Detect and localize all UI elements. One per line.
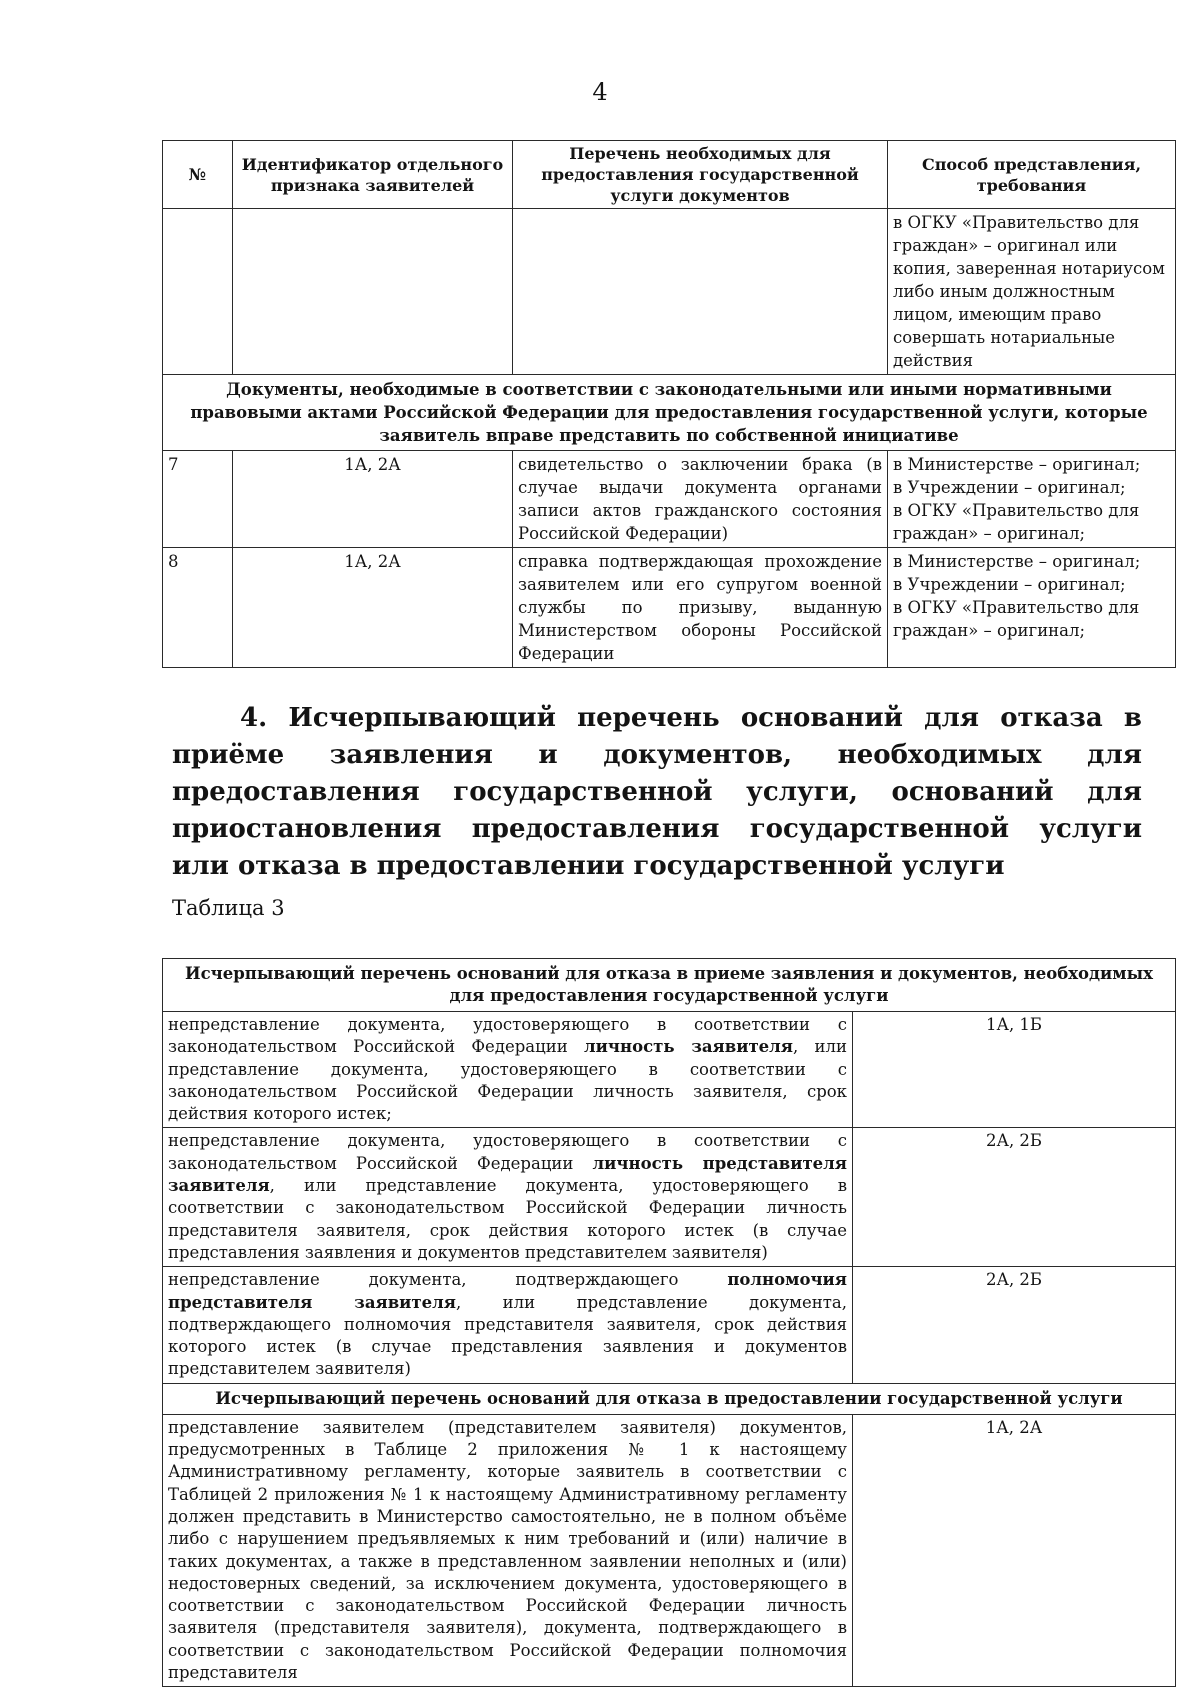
documents-table (162, 140, 1176, 668)
cell-identifier: 1А, 2А (233, 548, 513, 668)
method-line: в ОГКУ «Правительство для граждан» – оригинал; (893, 501, 1140, 543)
section-title: Документы, необходимые в соответствии с законодательными или иными нормативными правовыми актами Российской Федерации для предоставления государственной услуги, которые заявитель вправе представить по собственной инициативе (163, 375, 1176, 451)
header-identifier: Идентификатор отдельного признака заявителей (233, 141, 513, 209)
cell-document: справка подтверждающая прохождение заявителем или его супругом военной службы по призыву, выданную Министерством обороны Российской Федерации (513, 548, 888, 668)
ground-text: представление заявителем (представителем заявителя) документов, предусмотренных в Таблице 2 приложения № 1 к настоящему Административному регламенту, которые заявитель в соответствии с Таблицей 2 приложения № 1 к настоящему Административному регламенту должен представить в Министерство самостоятельно, не в полном объёме либо с нарушением предъявляемых к ним требований и (или) наличие в таких документах, а также в представленном заявлении неполных и (или) недостоверных сведений, за исключением документа, удостоверяющего в соответствии с законодательством Российской Федерации личность заявителя (представителя заявителя), документа, подтверждающего в соответствии с законодательством Российской Федерации полномочия представителя (163, 1414, 853, 1687)
group-title-row (163, 1383, 1176, 1414)
header-documents: Перечень необходимых для предоставления государственной услуги документов (513, 141, 888, 209)
cell-num: 7 (163, 451, 233, 548)
table-header-row (163, 141, 1176, 209)
ground-codes: 2А, 2Б (853, 1267, 1176, 1383)
cell-empty (513, 209, 888, 375)
table-row (163, 1267, 1176, 1383)
table-row (163, 1128, 1176, 1267)
table-label: Таблица 3 (172, 896, 285, 920)
cell-num: 8 (163, 548, 233, 668)
cell-identifier: 1А, 2А (233, 451, 513, 548)
header-num: № (163, 141, 233, 209)
ground-codes: 2А, 2Б (853, 1128, 1176, 1267)
page-number: 4 (592, 78, 608, 106)
refusal-grounds-table (162, 958, 1176, 1687)
group1-title: Исчерпывающий перечень оснований для отказа в приеме заявления и документов, необходимых для предоставления государственной услуги (163, 959, 1176, 1012)
table-row (163, 1414, 1176, 1687)
cell-method-continued: в ОГКУ «Правительство для граждан» – оригинал или копия, заверенная нотариусом либо иным должностным лицом, имеющим право совершать нотариальные действия (888, 209, 1176, 375)
table-row (163, 548, 1176, 668)
ground-codes: 1А, 2А (853, 1414, 1176, 1687)
section-heading: 4. Исчерпывающий перечень оснований для отказа в приёме заявления и документов, необходимых для предоставления государственной услуги, оснований для приостановления предоставления государственной услуги или отказа в предоставлении государственной услуги (172, 703, 1142, 881)
cell-method (888, 451, 1176, 548)
cell-empty (233, 209, 513, 375)
cell-document: свидетельство о заключении брака (в случае выдачи документа органами записи актов гражданского состояния Российской Федерации) (513, 451, 888, 548)
ground-text: непредставление документа, удостоверяющего в соответствии с законодательством Российской Федерации личность заявителя, или представление документа, удостоверяющего в соответствии с законодательством Российской Федерации личность заявителя, срок действия которого истек; (163, 1012, 853, 1128)
ground-text: непредставление документа, удостоверяющего в соответствии с законодательством Российской Федерации личность представителя заявителя, или представление документа, удостоверяющего в соответствии с законодательством Российской Федерации личность представителя заявителя, срок действия которого истек (в случае представления заявления и документов представителем заявителя) (163, 1128, 853, 1267)
table-row (163, 1012, 1176, 1128)
section-title-row (163, 375, 1176, 451)
table-row (163, 209, 1176, 375)
cell-empty (163, 209, 233, 375)
method-line: в Учреждении – оригинал; (893, 575, 1126, 594)
method-line: в Министерстве – оригинал; (893, 455, 1141, 474)
header-method: Способ представления, требования (888, 141, 1176, 209)
method-line: в Учреждении – оригинал; (893, 478, 1126, 497)
cell-method (888, 548, 1176, 668)
ground-text: непредставление документа, подтверждающего полномочия представителя заявителя, или представление документа, подтверждающего полномочия представителя заявителя, срок действия которого истек (в случае представления заявления и документов представителем заявителя) (163, 1267, 853, 1383)
method-line: в Министерстве – оригинал; (893, 552, 1141, 571)
group-title-row (163, 959, 1176, 1012)
ground-codes: 1А, 1Б (853, 1012, 1176, 1128)
method-line: в ОГКУ «Правительство для граждан» – оригинал; (893, 598, 1140, 640)
group2-title: Исчерпывающий перечень оснований для отказа в предоставлении государственной услуги (163, 1383, 1176, 1414)
table-row (163, 451, 1176, 548)
